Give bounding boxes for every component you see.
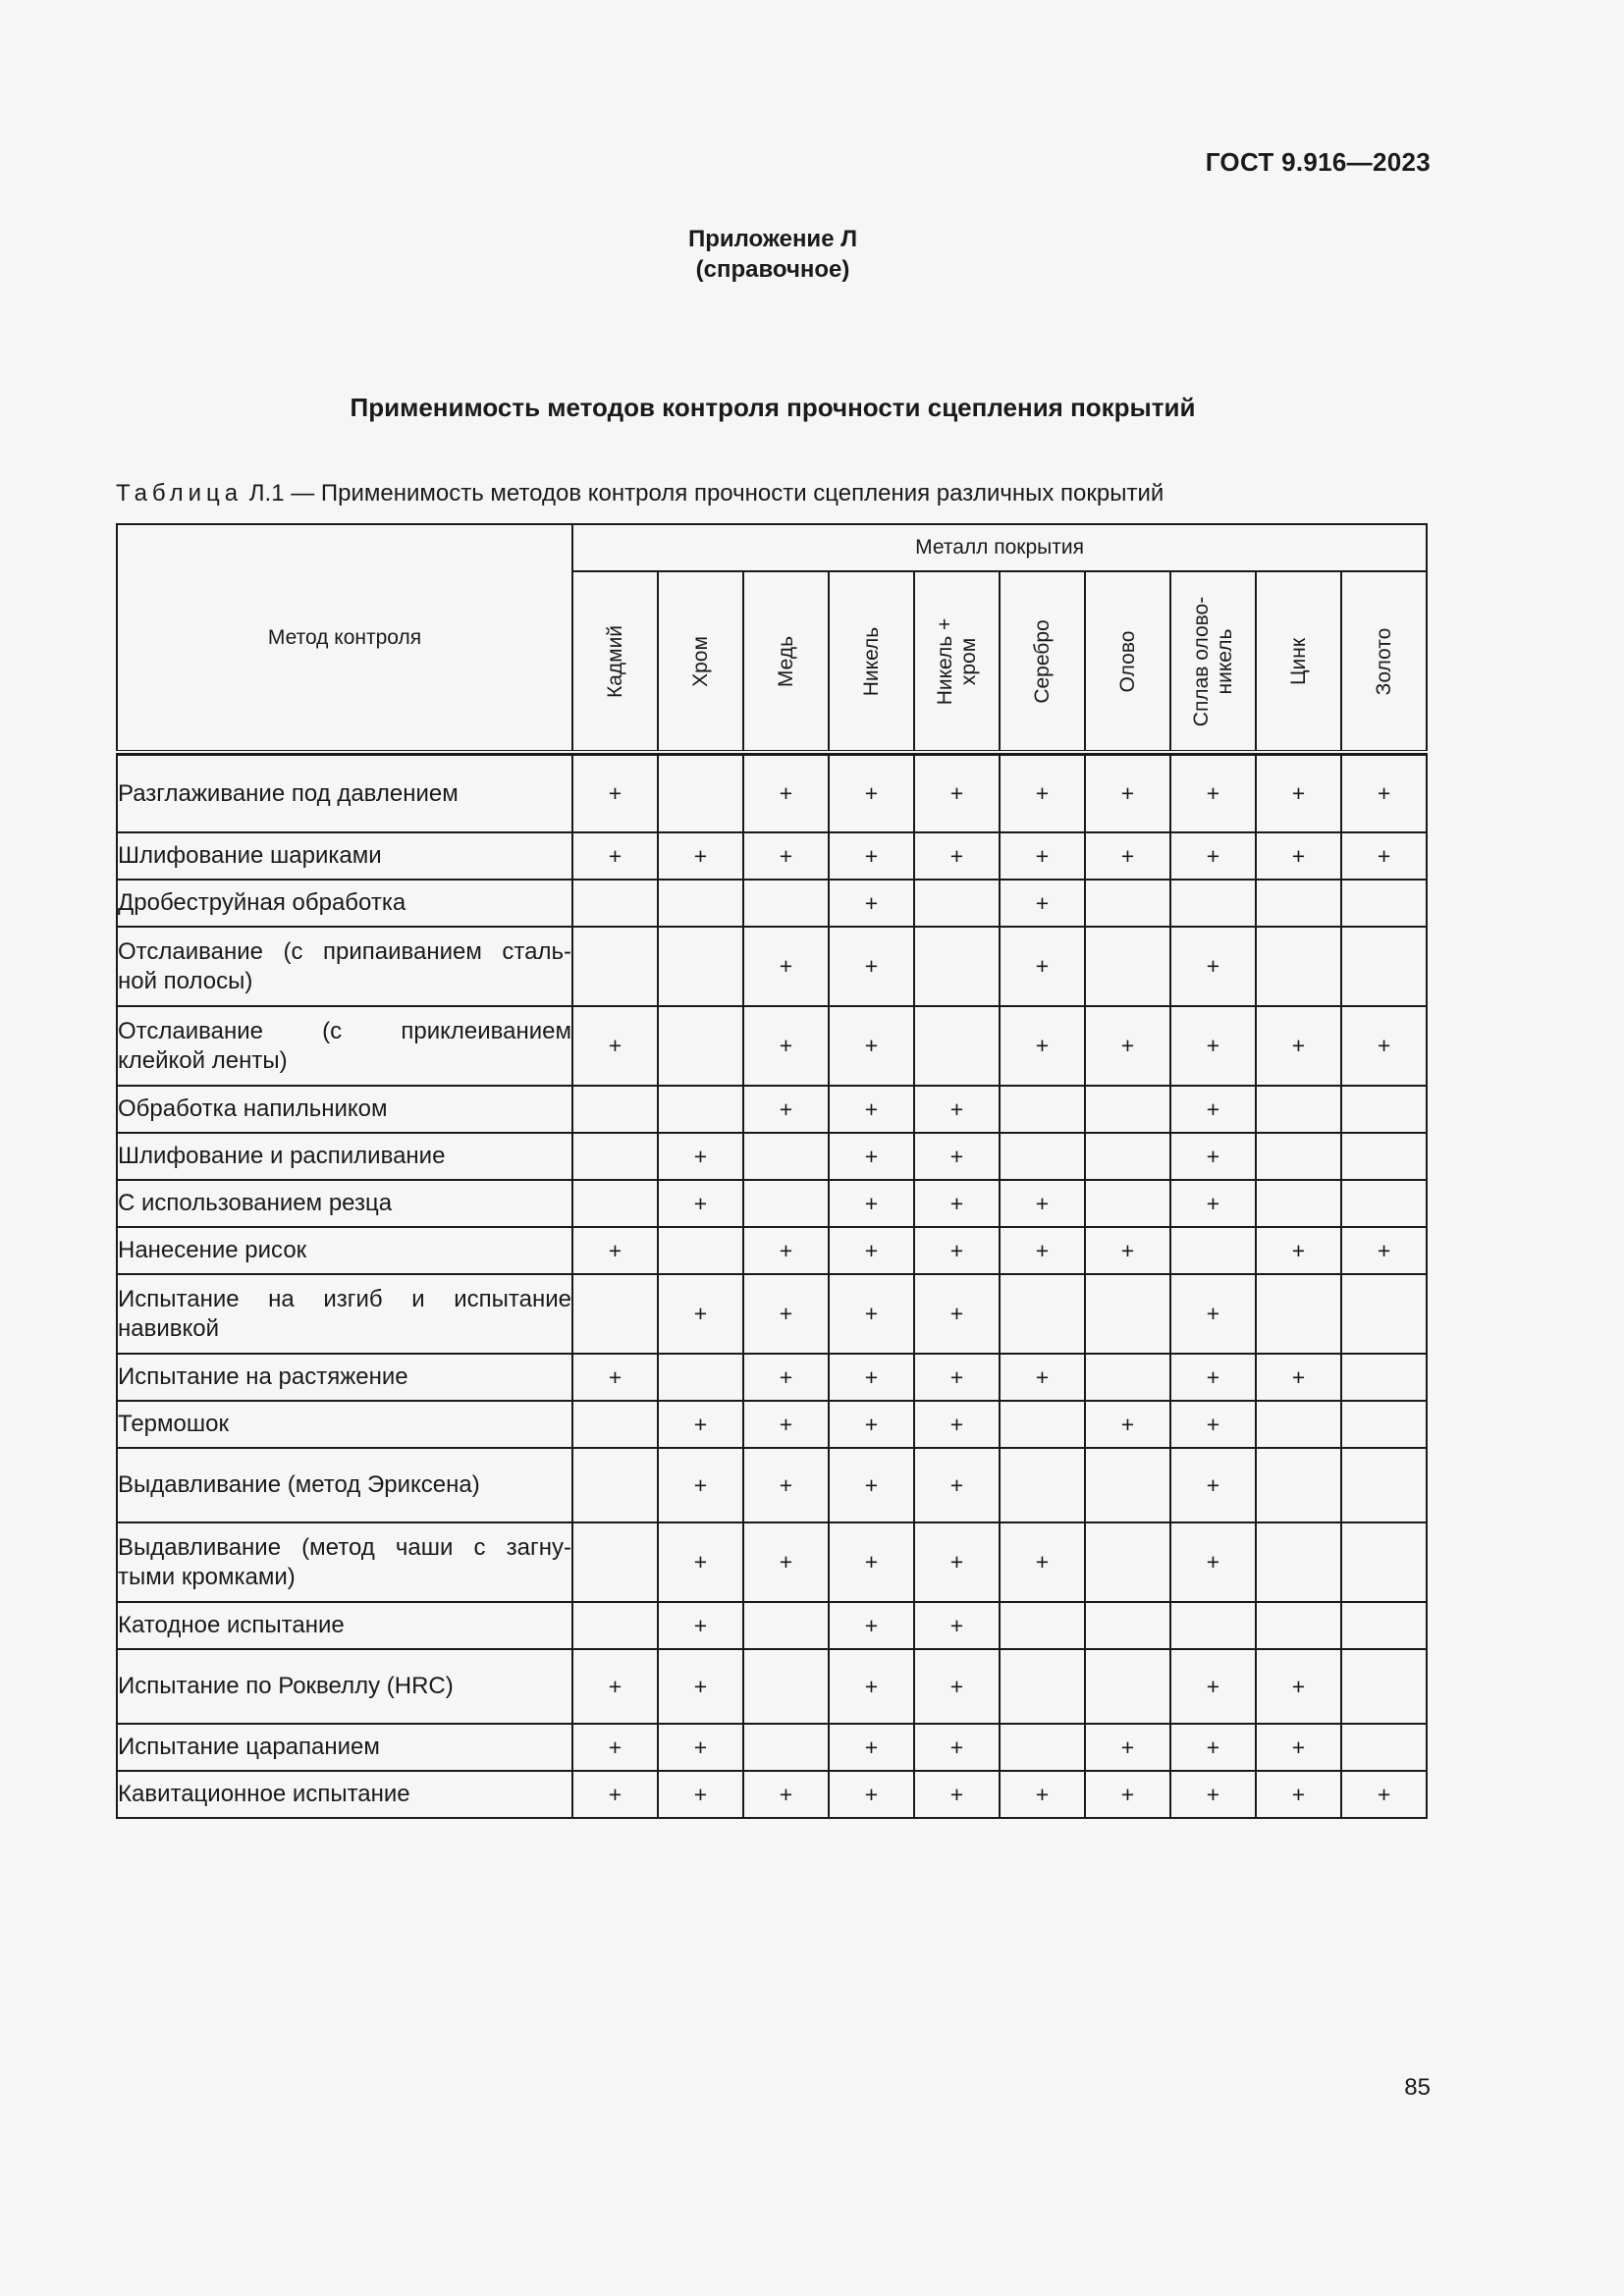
mark-cell: + [658,1180,743,1227]
mark-cell [1256,1448,1341,1522]
mark-cell [1256,1180,1341,1227]
mark-cell [1341,880,1427,927]
method-line: Отслаивание (с припаиванием сталь- [118,937,571,965]
mark-cell: + [1000,832,1085,880]
mark-cell [1170,1227,1256,1274]
mark-cell [1341,1724,1427,1771]
metal-header-line: хром [956,637,980,685]
mark-cell: + [829,1602,914,1649]
mark-cell: + [1341,1771,1427,1818]
mark-cell [1085,1133,1170,1180]
method-cell: Катодное испытание [117,1602,572,1649]
mark-cell [572,1086,658,1133]
mark-cell [1341,1086,1427,1133]
metal-header [1256,571,1341,752]
mark-cell [1085,1522,1170,1602]
method-line: Выдавливание (метод чаши с загну- [118,1533,571,1561]
mark-cell [1085,1602,1170,1649]
table-row [117,1448,1427,1522]
mark-cell: + [1085,832,1170,880]
mark-cell [1000,1401,1085,1448]
table-row [117,1522,1427,1602]
mark-cell: + [1341,1227,1427,1274]
mark-cell: + [1170,1401,1256,1448]
mark-cell: + [1170,1649,1256,1724]
mark-cell: + [1085,1771,1170,1818]
mark-cell: + [743,1771,829,1818]
mark-cell: + [743,755,829,832]
mark-cell [1170,880,1256,927]
mark-cell: + [1256,832,1341,880]
mark-cell: + [1085,1401,1170,1448]
mark-cell [1085,880,1170,927]
mark-cell: + [1256,1227,1341,1274]
mark-cell [1000,1086,1085,1133]
mark-cell [1256,1086,1341,1133]
mark-cell [658,1227,743,1274]
mark-cell: + [1256,1006,1341,1086]
mark-cell [1000,1724,1085,1771]
mark-cell: + [743,1006,829,1086]
mark-cell [1256,880,1341,927]
mark-cell: + [1256,1354,1341,1401]
method-cell: Обработка напильником [117,1086,572,1133]
mark-cell: + [658,1771,743,1818]
mark-cell: + [658,1649,743,1724]
mark-cell [572,927,658,1006]
mark-cell: + [829,927,914,1006]
mark-cell: + [829,1771,914,1818]
method-cell: Испытание по Роквеллу (HRC) [117,1649,572,1724]
mark-cell: + [1170,1133,1256,1180]
mark-cell: + [1170,1274,1256,1354]
mark-cell: + [1256,1724,1341,1771]
table-caption [116,480,1164,507]
mark-cell [572,1602,658,1649]
page-number: 85 [1404,2074,1431,2101]
table-row [117,1771,1427,1818]
appendix-subtitle: (справочное) [695,256,850,283]
mark-cell: + [1170,1448,1256,1522]
mark-cell: + [1256,1771,1341,1818]
mark-cell [658,1354,743,1401]
mark-cell: + [1170,1180,1256,1227]
metal-header [743,571,829,752]
mark-cell: + [1000,1006,1085,1086]
metal-group-header: Металл покрытия [572,524,1427,571]
mark-cell: + [1341,755,1427,832]
mark-cell: + [914,1522,1000,1602]
metal-header-label [860,626,884,696]
appendix-title: Приложение Л [687,226,858,252]
document-code: ГОСТ 9.916—2023 [1205,147,1431,177]
mark-cell [658,1006,743,1086]
table-row [117,1086,1427,1133]
mark-cell: + [658,1133,743,1180]
mark-cell: + [1341,832,1427,880]
method-cell: Шлифование и распиливание [117,1133,572,1180]
mark-cell: + [572,1006,658,1086]
metal-header-label [1116,630,1140,692]
metal-header-line: Серебро [1030,618,1054,704]
mark-cell: + [914,1724,1000,1771]
mark-cell [572,1180,658,1227]
mark-cell [658,927,743,1006]
mark-cell [1341,1649,1427,1724]
mark-cell [572,880,658,927]
method-column-header: Метод контроля [117,524,572,752]
table-row [117,1724,1427,1771]
mark-cell: + [829,1274,914,1354]
metal-header [1000,571,1085,752]
metal-header [914,571,1000,752]
mark-cell [1085,927,1170,1006]
method-cell [117,1006,572,1086]
metal-header-line: Никель [859,626,883,696]
table-row [117,1354,1427,1401]
mark-cell [1256,1602,1341,1649]
mark-cell [743,1133,829,1180]
mark-cell: + [1170,1724,1256,1771]
mark-cell [743,1724,829,1771]
metal-header-label [1287,637,1311,684]
mark-cell: + [914,832,1000,880]
mark-cell: + [572,755,658,832]
method-cell: Кавитационное испытание [117,1771,572,1818]
metal-header [572,571,658,752]
table-caption-prefix: Таблица [116,480,244,507]
mark-cell [1256,927,1341,1006]
mark-cell [1341,1354,1427,1401]
mark-cell: + [829,1006,914,1086]
mark-cell: + [1170,1086,1256,1133]
mark-cell [572,1401,658,1448]
mark-cell: + [1085,755,1170,832]
mark-cell [1341,1602,1427,1649]
method-cell: Термошок [117,1401,572,1448]
mark-cell [743,1649,829,1724]
mark-cell [572,1274,658,1354]
mark-cell: + [1000,755,1085,832]
mark-cell: + [743,1354,829,1401]
applicability-table [116,523,1428,1819]
metal-header-label [1031,619,1055,703]
mark-cell: + [1170,755,1256,832]
method-cell: Нанесение рисок [117,1227,572,1274]
table-row [117,755,1427,832]
mark-cell: + [1000,880,1085,927]
mark-cell: + [1000,1354,1085,1401]
mark-cell [1341,1274,1427,1354]
table-row [117,1133,1427,1180]
mark-cell: + [914,1133,1000,1180]
mark-cell [572,1522,658,1602]
mark-cell: + [914,1448,1000,1522]
method-cell: Выдавливание (метод Эриксена) [117,1448,572,1522]
mark-cell: + [1170,1522,1256,1602]
table-row [117,1274,1427,1354]
metal-header-label [1373,627,1396,695]
mark-cell [1000,1274,1085,1354]
mark-cell [1341,1522,1427,1602]
mark-cell: + [1170,832,1256,880]
mark-cell: + [743,1522,829,1602]
metal-header-line: Золото [1372,627,1395,695]
metal-header-label [1190,596,1237,725]
mark-cell [1085,1180,1170,1227]
method-line: навивкой [118,1314,220,1342]
method-cell: С использованием резца [117,1180,572,1227]
mark-cell [1341,927,1427,1006]
metal-header [829,571,914,752]
mark-cell [1341,1448,1427,1522]
mark-cell: + [658,1724,743,1771]
mark-cell: + [914,1227,1000,1274]
mark-cell: + [829,1227,914,1274]
mark-cell [1000,1649,1085,1724]
mark-cell [1085,1086,1170,1133]
mark-cell [572,1448,658,1522]
method-cell: Шлифование шариками [117,832,572,880]
metal-header-label [689,636,713,687]
mark-cell: + [743,832,829,880]
mark-cell: + [658,1522,743,1602]
mark-cell [658,1086,743,1133]
method-line: Отслаивание (с приклеиванием [118,1017,571,1044]
mark-cell: + [914,1354,1000,1401]
mark-cell [914,927,1000,1006]
table-row [117,1602,1427,1649]
mark-cell: + [658,1602,743,1649]
mark-cell: + [658,1401,743,1448]
mark-cell: + [658,1274,743,1354]
mark-cell [1256,1522,1341,1602]
metal-header-line: никель [1213,628,1236,694]
metal-header [1341,571,1427,752]
section-heading: Применимость методов контроля прочности сцепления покрытий [350,393,1196,422]
method-cell: Испытание царапанием [117,1724,572,1771]
mark-cell: + [572,1724,658,1771]
mark-cell: + [743,1274,829,1354]
method-line: тыми кромками) [118,1563,296,1590]
table-body [117,752,1427,1818]
metal-header-line: Олово [1115,630,1139,692]
mark-cell: + [743,927,829,1006]
mark-cell [1085,1354,1170,1401]
mark-cell: + [1170,927,1256,1006]
mark-cell [1341,1180,1427,1227]
metal-header-label [934,617,981,705]
method-cell: Испытание на растяжение [117,1354,572,1401]
mark-cell: + [1000,1771,1085,1818]
mark-cell [1000,1602,1085,1649]
metal-header [1085,571,1170,752]
mark-cell: + [743,1448,829,1522]
mark-cell: + [829,1522,914,1602]
mark-cell: + [572,1649,658,1724]
mark-cell: + [914,1771,1000,1818]
table-row [117,1180,1427,1227]
method-cell [117,1522,572,1602]
table-row [117,1227,1427,1274]
method-line: ной полосы) [118,967,253,994]
mark-cell [1256,1401,1341,1448]
mark-cell: + [1256,1649,1341,1724]
table-row [117,1006,1427,1086]
metal-header [1170,571,1256,752]
table-row [117,1649,1427,1724]
mark-cell: + [658,1448,743,1522]
table-caption-text: Л.1 — Применимость методов контроля прочности сцепления различных покрытий [243,480,1164,507]
method-line: Испытание на изгиб и испытание [118,1285,571,1312]
metal-header [658,571,743,752]
mark-cell [743,1180,829,1227]
mark-cell [1085,1274,1170,1354]
mark-cell: + [829,1133,914,1180]
mark-cell: + [1000,927,1085,1006]
mark-cell: + [1000,1180,1085,1227]
metal-header-line: Никель + [933,617,956,705]
mark-cell: + [658,832,743,880]
mark-cell: + [914,1180,1000,1227]
mark-cell: + [1341,1006,1427,1086]
metal-header-line: Кадмий [603,624,626,698]
mark-cell [1341,1133,1427,1180]
mark-cell: + [829,1649,914,1724]
method-cell: Дробеструйная обработка [117,880,572,927]
mark-cell [743,1602,829,1649]
method-line: клейкой ленты) [118,1046,288,1074]
mark-cell [743,880,829,927]
table-row [117,927,1427,1006]
mark-cell: + [1085,1724,1170,1771]
mark-cell: + [829,880,914,927]
metal-header-line: Медь [774,635,797,687]
mark-cell: + [1170,1354,1256,1401]
mark-cell: + [829,1354,914,1401]
mark-cell [1085,1649,1170,1724]
mark-cell: + [914,1401,1000,1448]
mark-cell [658,880,743,927]
mark-cell: + [572,1354,658,1401]
mark-cell [914,1006,1000,1086]
table-row [117,832,1427,880]
mark-cell: + [572,832,658,880]
mark-cell [1170,1602,1256,1649]
method-cell [117,1274,572,1354]
appendix-label [0,224,1545,285]
mark-cell: + [829,832,914,880]
mark-cell: + [1170,1771,1256,1818]
metal-header-line: Сплав олово- [1189,596,1213,726]
metal-header-label [775,635,798,686]
mark-cell: + [829,755,914,832]
mark-cell: + [829,1724,914,1771]
mark-cell: + [914,1649,1000,1724]
mark-cell [572,1133,658,1180]
mark-cell: + [572,1227,658,1274]
mark-cell: + [829,1086,914,1133]
metal-header-label [604,624,627,697]
mark-cell [1341,1401,1427,1448]
mark-cell: + [914,1602,1000,1649]
mark-cell: + [829,1180,914,1227]
mark-cell: + [743,1086,829,1133]
method-cell: Разглаживание под давлением [117,755,572,832]
mark-cell: + [1256,755,1341,832]
method-cell [117,927,572,1006]
mark-cell [914,880,1000,927]
mark-cell: + [914,1086,1000,1133]
mark-cell: + [743,1401,829,1448]
mark-cell: + [1170,1006,1256,1086]
mark-cell: + [1000,1522,1085,1602]
metal-header-line: Хром [688,635,712,687]
mark-cell: + [914,755,1000,832]
table-row [117,880,1427,927]
mark-cell: + [829,1448,914,1522]
mark-cell: + [914,1274,1000,1354]
mark-cell: + [572,1771,658,1818]
table-row [117,1401,1427,1448]
mark-cell: + [1085,1006,1170,1086]
mark-cell: + [743,1227,829,1274]
mark-cell: + [1000,1227,1085,1274]
mark-cell [658,755,743,832]
mark-cell [1256,1133,1341,1180]
mark-cell [1085,1448,1170,1522]
metal-header-line: Цинк [1286,637,1310,685]
mark-cell [1256,1274,1341,1354]
mark-cell [1000,1448,1085,1522]
mark-cell: + [829,1401,914,1448]
mark-cell: + [1085,1227,1170,1274]
mark-cell [1000,1133,1085,1180]
